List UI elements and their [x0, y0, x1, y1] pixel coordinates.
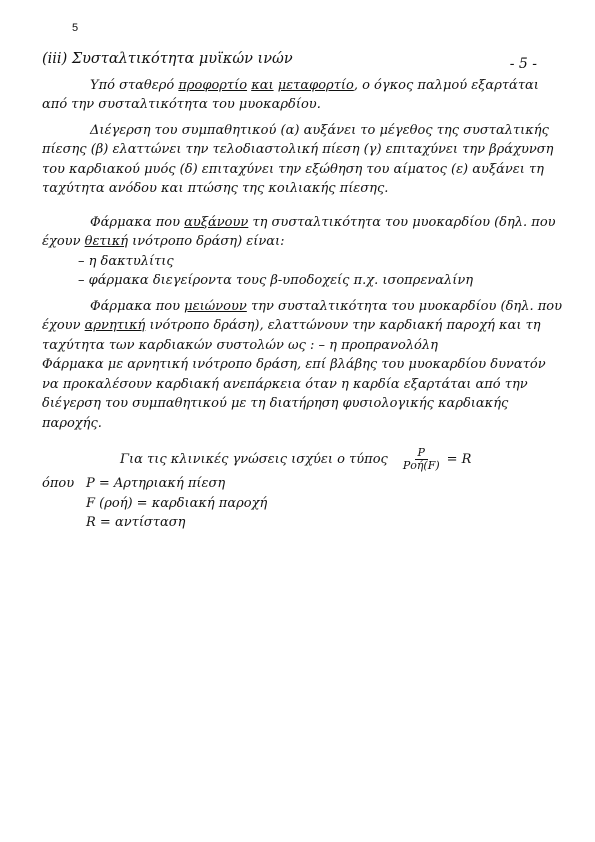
text: ινότροπο δράση) είναι: [128, 234, 285, 249]
paragraph-negative-inotropes [42, 297, 562, 356]
list-item: – φάρμακα διεγείροντα τους β-υποδοχείς π.χ. ισοπρεναλίνη [78, 273, 474, 288]
underlined-and: και [251, 77, 274, 93]
formula-denominator: Ροή(F) [402, 459, 440, 472]
text: ινότροπο δράση), ελαττώνουν την καρδιακή παροχή και τη ταχύτητα των καρδιακών συστολών ως : – η προπρανολόλη [42, 318, 541, 353]
formula-result: = R [446, 451, 472, 467]
paragraph-preload-afterload [42, 76, 562, 115]
definition-text: F (ροή) = καρδιακή παροχή [86, 495, 268, 511]
definition-row [42, 513, 562, 533]
formula-row [120, 447, 562, 472]
text: Υπό σταθερό [90, 77, 179, 93]
list-item: – η δακτυλίτις [78, 253, 174, 269]
text: την συσταλτικότητα του μυοκαρδίου (δηλ. που έχουν [42, 298, 562, 333]
formula-fraction [400, 447, 443, 472]
section-heading: (iii) Συσταλτικότητα μυϊκών ινών [42, 51, 293, 67]
underlined-increase: αυξάνουν [184, 214, 249, 230]
definitions [42, 474, 562, 533]
underlined-negative: αρνητική [84, 318, 146, 333]
paragraph-heart-failure: Φάρμακα με αρνητική ινότροπο δράση, επί βλάβης του μυοκαρδίου δυνατόν να προκαλέσουν καρδιακή ανεπάρκεια όταν η καρδία εξαρτάται από την διέγερση του συμπαθητικού με τη διατήρηση φυσιολογικής καρδιακής παροχής. [42, 357, 546, 431]
definition-text: R = αντίσταση [86, 515, 186, 530]
underlined-afterload: μεταφορτίο [277, 77, 354, 93]
text: Φάρμακα που [90, 214, 185, 230]
page-marker: - 5 - [509, 56, 537, 72]
paragraph-positive-inotropes [42, 213, 562, 252]
text: Φάρμακα που [90, 298, 185, 314]
definition-text: P = Αρτηριακή πίεση [86, 476, 226, 491]
formula-numerator: P [415, 447, 428, 460]
handwritten-notes [42, 50, 562, 533]
definition-label: όπου [42, 476, 75, 491]
paragraph-sympathetic: Διέγερση του συμπαθητικού (α) αυξάνει το μέγεθος της συσταλτικής πίεσης (β) ελαττώνει την τελοδιαστολική πίεση (γ) επιταχύνει την βράχυνση του καρδιακού μυός (δ) επιταχύνει την εξώθηση του αίματος (ε) αυξάνει τη ταχύτητα ανόδου και πτώσης της κοιλιακής πίεσης. [42, 122, 554, 196]
page-number: 5 [72, 22, 79, 34]
underlined-preload: προφορτίο [178, 77, 248, 93]
text: , ο όγκος παλμού εξαρτάται από την συσταλτικότητα του μυοκαρδίου. [42, 77, 539, 112]
formula-intro: Για τις κλινικές γνώσεις ισχύει ο τύπος [120, 451, 388, 467]
underlined-decrease: μειώνουν [184, 298, 247, 314]
definition-row [42, 494, 562, 514]
definition-row [42, 474, 562, 494]
text: τη συσταλτικότητα του μυοκαρδίου (δηλ. που έχουν [42, 214, 556, 249]
underlined-positive: θετική [84, 234, 129, 249]
